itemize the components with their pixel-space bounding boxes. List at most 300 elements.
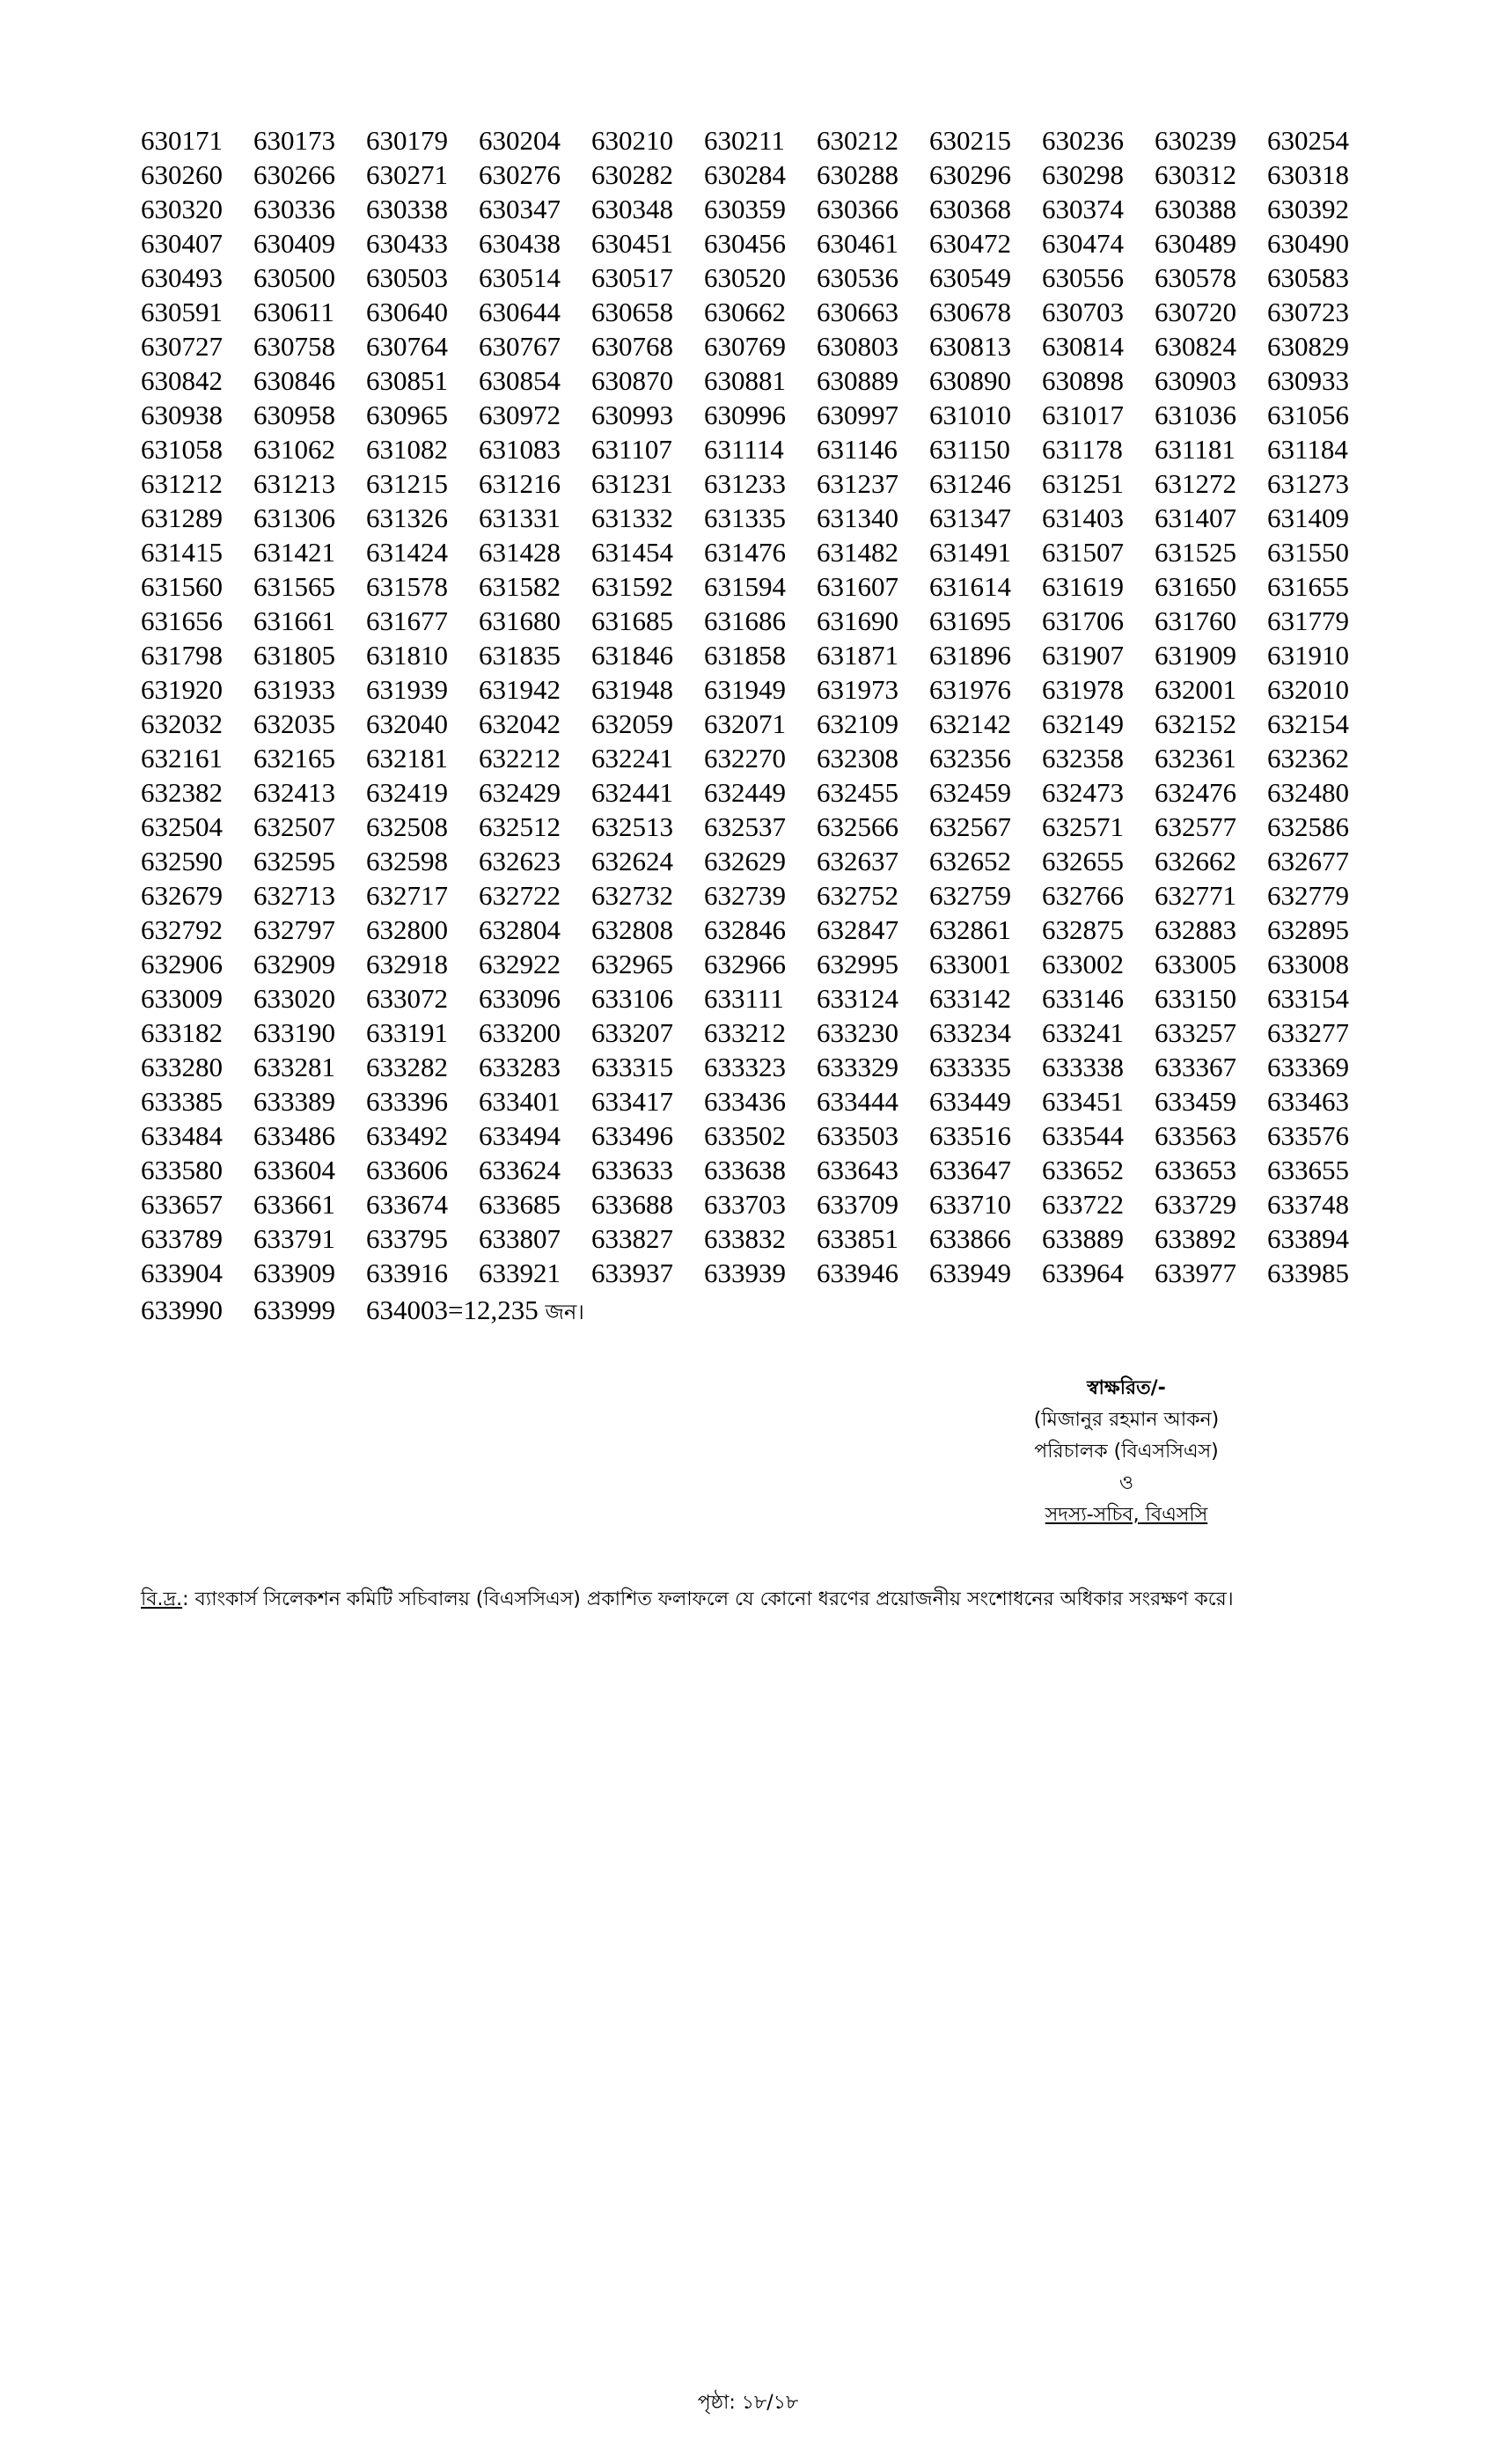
roll-number: 632413 <box>253 777 335 808</box>
final-roll-total: 634003=12,235 <box>366 1294 539 1325</box>
roll-number: 630764 <box>366 331 448 362</box>
roll-number: 631058 <box>141 434 223 465</box>
roll-number: 633492 <box>366 1120 448 1151</box>
roll-number-table-body <box>141 123 1364 1290</box>
note-text: : ব্যাংকার্স সিলেকশন কমিটি সচিবালয় (বিএসসিএস) প্রকাশিত ফলাফলে যে কোনো ধরণের প্রয়োজনীয় সংশোধনের অধিকার সংরক্ষণ করে। <box>182 1588 1234 1610</box>
roll-number: 633946 <box>817 1258 898 1288</box>
roll-number: 631415 <box>141 537 223 568</box>
roll-number: 632513 <box>591 811 673 842</box>
roll-number: 631695 <box>929 605 1011 636</box>
roll-number: 632792 <box>141 914 223 945</box>
roll-number: 633329 <box>817 1052 898 1082</box>
roll-number: 633241 <box>1042 1017 1124 1048</box>
roll-number: 633463 <box>1267 1086 1349 1117</box>
roll-number: 633999 <box>253 1294 335 1325</box>
roll-number: 632161 <box>141 743 223 774</box>
roll-number: 632473 <box>1042 777 1124 808</box>
roll-number: 632895 <box>1267 914 1349 945</box>
roll-row <box>141 981 1364 1016</box>
roll-number: 633807 <box>479 1223 561 1254</box>
roll-number: 630658 <box>591 297 673 327</box>
roll-number: 631661 <box>253 605 335 636</box>
roll-number: 633449 <box>929 1086 1011 1117</box>
roll-number: 633894 <box>1267 1223 1349 1254</box>
roll-number: 631482 <box>817 537 898 568</box>
roll-number: 633909 <box>253 1258 335 1288</box>
note-label: বি.দ্র. <box>141 1588 183 1610</box>
roll-number: 632537 <box>704 811 786 842</box>
roll-number: 631690 <box>817 605 898 636</box>
roll-number: 633182 <box>141 1017 223 1048</box>
roll-number: 630520 <box>704 262 786 293</box>
roll-number: 631476 <box>704 537 786 568</box>
roll-number: 633674 <box>366 1189 448 1220</box>
roll-number: 633904 <box>141 1258 223 1288</box>
roll-number: 633146 <box>1042 983 1124 1014</box>
roll-number: 630824 <box>1155 331 1236 362</box>
roll-number: 630662 <box>704 297 786 327</box>
roll-number: 631326 <box>366 502 448 533</box>
roll-number: 630271 <box>366 159 448 190</box>
roll-number: 633417 <box>591 1086 673 1117</box>
roll-number: 633709 <box>817 1189 898 1220</box>
roll-number: 633367 <box>1155 1052 1236 1082</box>
roll-number: 631331 <box>479 502 561 533</box>
roll-number: 633200 <box>479 1017 561 1048</box>
roll-number: 633624 <box>479 1155 561 1185</box>
roll-number: 631565 <box>253 571 335 602</box>
roll-row <box>141 466 1364 501</box>
roll-number: 630536 <box>817 262 898 293</box>
roll-number: 633001 <box>929 949 1011 979</box>
roll-row <box>141 741 1364 775</box>
roll-row <box>141 329 1364 363</box>
roll-number: 632476 <box>1155 777 1236 808</box>
roll-number: 633323 <box>704 1052 786 1082</box>
roll-number: 631942 <box>479 674 561 705</box>
roll-number: 633282 <box>366 1052 448 1082</box>
roll-row <box>141 947 1364 981</box>
roll-row <box>141 192 1364 226</box>
roll-number: 630359 <box>704 194 786 224</box>
roll-number: 633503 <box>817 1120 898 1151</box>
roll-row <box>141 158 1364 192</box>
roll-number: 630388 <box>1155 194 1236 224</box>
roll-number: 631560 <box>141 571 223 602</box>
roll-number: 633647 <box>929 1155 1011 1185</box>
roll-number: 631973 <box>817 674 898 705</box>
roll-number: 632566 <box>817 811 898 842</box>
roll-row <box>141 226 1364 260</box>
roll-number: 631491 <box>929 537 1011 568</box>
signatory-position: সদস্য-সচিব, বিএসসি <box>1045 1504 1208 1526</box>
roll-number: 633494 <box>479 1120 561 1151</box>
roll-number: 632629 <box>704 846 786 876</box>
roll-number: 630881 <box>704 365 786 396</box>
roll-number: 630407 <box>141 228 223 259</box>
roll-number: 630503 <box>366 262 448 293</box>
roll-number: 633257 <box>1155 1017 1236 1048</box>
roll-number: 633827 <box>591 1223 673 1254</box>
roll-row <box>141 1256 1364 1290</box>
roll-number: 630338 <box>366 194 448 224</box>
roll-number: 633008 <box>1267 949 1349 979</box>
roll-number: 633389 <box>253 1086 335 1117</box>
roll-number: 632308 <box>817 743 898 774</box>
roll-number: 633964 <box>1042 1258 1124 1288</box>
roll-number: 630179 <box>366 125 448 156</box>
roll-number: 633451 <box>1042 1086 1124 1117</box>
roll-number: 631614 <box>929 571 1011 602</box>
roll-number: 632722 <box>479 880 561 911</box>
roll-number: 630842 <box>141 365 223 396</box>
roll-number: 630266 <box>253 159 335 190</box>
roll-row <box>141 707 1364 741</box>
roll-number: 632152 <box>1155 708 1236 739</box>
roll-number: 631403 <box>1042 502 1124 533</box>
roll-number: 633234 <box>929 1017 1011 1048</box>
roll-number: 630758 <box>253 331 335 362</box>
roll-number: 631231 <box>591 468 673 499</box>
roll-number: 631656 <box>141 605 223 636</box>
roll-row <box>141 1153 1364 1187</box>
roll-number: 631650 <box>1155 571 1236 602</box>
roll-number: 630903 <box>1155 365 1236 396</box>
roll-number: 631655 <box>1267 571 1349 602</box>
roll-number: 630320 <box>141 194 223 224</box>
roll-row <box>141 123 1364 158</box>
roll-number: 633722 <box>1042 1189 1124 1220</box>
roll-number: 633191 <box>366 1017 448 1048</box>
roll-number: 631215 <box>366 468 448 499</box>
roll-row <box>141 398 1364 432</box>
roll-number: 633990 <box>141 1294 223 1325</box>
roll-number: 633889 <box>1042 1223 1124 1254</box>
roll-number: 633142 <box>929 983 1011 1014</box>
roll-number: 632449 <box>704 777 786 808</box>
roll-number: 633748 <box>1267 1189 1349 1220</box>
roll-number: 630890 <box>929 365 1011 396</box>
roll-number: 631083 <box>479 434 561 465</box>
roll-number: 630472 <box>929 228 1011 259</box>
roll-number: 630768 <box>591 331 673 362</box>
roll-number: 633486 <box>253 1120 335 1151</box>
roll-number: 632590 <box>141 846 223 876</box>
roll-number: 631619 <box>1042 571 1124 602</box>
roll-number: 633633 <box>591 1155 673 1185</box>
roll-number: 633604 <box>253 1155 335 1185</box>
roll-number: 631428 <box>479 537 561 568</box>
roll-number: 631507 <box>1042 537 1124 568</box>
roll-number: 632010 <box>1267 674 1349 705</box>
roll-number: 633606 <box>366 1155 448 1185</box>
roll-number: 632595 <box>253 846 335 876</box>
roll-number: 633106 <box>591 983 673 1014</box>
disclaimer-note <box>141 1584 1234 1617</box>
roll-number: 632766 <box>1042 880 1124 911</box>
roll-number: 631933 <box>253 674 335 705</box>
roll-number: 631454 <box>591 537 673 568</box>
roll-number: 631409 <box>1267 502 1349 533</box>
roll-number: 633111 <box>704 983 784 1014</box>
roll-number: 632429 <box>479 777 561 808</box>
roll-number: 631306 <box>253 502 335 533</box>
roll-number: 633385 <box>141 1086 223 1117</box>
roll-number: 632241 <box>591 743 673 774</box>
roll-number: 632771 <box>1155 880 1236 911</box>
roll-number: 633096 <box>479 983 561 1014</box>
roll-row <box>141 1221 1364 1256</box>
roll-row <box>141 432 1364 466</box>
roll-number: 630276 <box>479 159 561 190</box>
roll-number: 630720 <box>1155 297 1236 327</box>
roll-number: 630889 <box>817 365 898 396</box>
roll-number: 632504 <box>141 811 223 842</box>
signatory-name: (মিজানুর রহমান আকন) <box>1033 1409 1220 1431</box>
unit-label: জন। <box>545 1300 584 1324</box>
roll-number: 632358 <box>1042 743 1124 774</box>
roll-number: 632922 <box>479 949 561 979</box>
roll-number: 632875 <box>1042 914 1124 945</box>
roll-number: 632071 <box>704 708 786 739</box>
roll-row <box>141 569 1364 604</box>
roll-number: 630215 <box>929 125 1011 156</box>
roll-number: 633653 <box>1155 1155 1236 1185</box>
roll-number: 633921 <box>479 1258 561 1288</box>
roll-number: 632382 <box>141 777 223 808</box>
roll-number: 630996 <box>704 400 786 430</box>
roll-number: 632713 <box>253 880 335 911</box>
roll-number: 630348 <box>591 194 673 224</box>
roll-number: 632804 <box>479 914 561 945</box>
roll-number: 633396 <box>366 1086 448 1117</box>
roll-row <box>141 1187 1364 1221</box>
roll-number: 631082 <box>366 434 448 465</box>
roll-number: 633937 <box>591 1258 673 1288</box>
roll-number: 633005 <box>1155 949 1236 979</box>
roll-number: 633580 <box>141 1155 223 1185</box>
roll-number: 633444 <box>817 1086 898 1117</box>
roll-number: 630173 <box>253 125 335 156</box>
roll-number: 631421 <box>253 537 335 568</box>
roll-number: 630260 <box>141 159 223 190</box>
roll-number: 632212 <box>479 743 561 774</box>
roll-number: 633851 <box>817 1223 898 1254</box>
roll-number: 631272 <box>1155 468 1236 499</box>
roll-number: 632361 <box>1155 743 1236 774</box>
roll-number: 633150 <box>1155 983 1236 1014</box>
roll-number: 631216 <box>479 468 561 499</box>
roll-number: 632586 <box>1267 811 1349 842</box>
roll-number: 630212 <box>817 125 898 156</box>
roll-number: 630591 <box>141 297 223 327</box>
roll-number: 630997 <box>817 400 898 430</box>
roll-number: 631212 <box>141 468 223 499</box>
roll-number: 632507 <box>253 811 335 842</box>
roll-number: 632154 <box>1267 708 1349 739</box>
roll-number: 631181 <box>1155 434 1236 465</box>
roll-number: 632040 <box>366 708 448 739</box>
roll-number: 633791 <box>253 1223 335 1254</box>
roll-number: 630814 <box>1042 331 1124 362</box>
roll-number: 632042 <box>479 708 561 739</box>
conjunction-text: ও <box>1118 1472 1134 1494</box>
final-roll-line <box>141 1293 584 1330</box>
roll-number: 630611 <box>253 297 334 327</box>
roll-number: 632441 <box>591 777 673 808</box>
roll-number: 631677 <box>366 605 448 636</box>
roll-number: 630933 <box>1267 365 1349 396</box>
roll-number: 633020 <box>253 983 335 1014</box>
roll-number: 633710 <box>929 1189 1011 1220</box>
roll-number: 633207 <box>591 1017 673 1048</box>
roll-number: 632059 <box>591 708 673 739</box>
roll-number: 630549 <box>929 262 1011 293</box>
roll-number: 631146 <box>817 434 898 465</box>
roll-number: 631978 <box>1042 674 1124 705</box>
roll-number: 633436 <box>704 1086 786 1117</box>
roll-number: 633281 <box>253 1052 335 1082</box>
roll-number: 631184 <box>1267 434 1348 465</box>
roll-row <box>141 672 1364 707</box>
roll-number: 633703 <box>704 1189 786 1220</box>
roll-number: 632918 <box>366 949 448 979</box>
roll-number: 631347 <box>929 502 1011 533</box>
roll-number: 633789 <box>141 1223 223 1254</box>
roll-number: 633072 <box>366 983 448 1014</box>
roll-number: 633212 <box>704 1017 786 1048</box>
roll-number: 630374 <box>1042 194 1124 224</box>
roll-number: 633977 <box>1155 1258 1236 1288</box>
roll-number: 631871 <box>817 640 898 671</box>
roll-number: 632739 <box>704 880 786 911</box>
roll-number: 631213 <box>253 468 335 499</box>
roll-number: 633866 <box>929 1223 1011 1254</box>
roll-number: 632717 <box>366 880 448 911</box>
roll-number: 630236 <box>1042 125 1124 156</box>
roll-number: 630210 <box>591 125 673 156</box>
roll-number: 632995 <box>817 949 898 979</box>
roll-number: 632759 <box>929 880 1011 911</box>
roll-number: 631846 <box>591 640 673 671</box>
roll-number: 632637 <box>817 846 898 876</box>
roll-number: 630254 <box>1267 125 1349 156</box>
roll-number: 633002 <box>1042 949 1124 979</box>
roll-number: 632567 <box>929 811 1011 842</box>
roll-number: 633688 <box>591 1189 673 1220</box>
roll-number: 630409 <box>253 228 335 259</box>
roll-number: 633009 <box>141 983 223 1014</box>
roll-number: 630366 <box>817 194 898 224</box>
roll-number: 630284 <box>704 159 786 190</box>
roll-number: 631858 <box>704 640 786 671</box>
roll-number: 630846 <box>253 365 335 396</box>
roll-number: 630854 <box>479 365 561 396</box>
roll-number: 631798 <box>141 640 223 671</box>
roll-row <box>141 638 1364 672</box>
roll-number: 632846 <box>704 914 786 945</box>
roll-number: 632181 <box>366 743 448 774</box>
roll-number: 633892 <box>1155 1223 1236 1254</box>
roll-row <box>141 535 1364 569</box>
roll-number: 630239 <box>1155 125 1236 156</box>
roll-number: 633315 <box>591 1052 673 1082</box>
roll-number: 630767 <box>479 331 561 362</box>
roll-number: 632598 <box>366 846 448 876</box>
roll-number: 630993 <box>591 400 673 430</box>
page-number: পৃষ্ঠা: ১৮/১৮ <box>697 2392 799 2414</box>
roll-number: 631948 <box>591 674 673 705</box>
roll-number: 630211 <box>704 125 785 156</box>
roll-number: 630578 <box>1155 262 1236 293</box>
roll-row <box>141 501 1364 535</box>
roll-number: 632677 <box>1267 846 1349 876</box>
roll-number: 631150 <box>929 434 1010 465</box>
roll-number: 633985 <box>1267 1258 1349 1288</box>
roll-number: 633338 <box>1042 1052 1124 1082</box>
roll-number: 632966 <box>704 949 786 979</box>
roll-number: 632032 <box>141 708 223 739</box>
roll-number: 631251 <box>1042 468 1124 499</box>
roll-number: 631910 <box>1267 640 1349 671</box>
roll-number: 630312 <box>1155 159 1236 190</box>
roll-number: 633729 <box>1155 1189 1236 1220</box>
roll-number: 631706 <box>1042 605 1124 636</box>
roll-number: 632512 <box>479 811 561 842</box>
roll-number: 631246 <box>929 468 1011 499</box>
roll-number: 630813 <box>929 331 1011 362</box>
roll-number: 630474 <box>1042 228 1124 259</box>
roll-number: 631805 <box>253 640 335 671</box>
roll-number: 631107 <box>591 434 672 465</box>
roll-number: 633576 <box>1267 1120 1349 1151</box>
roll-number: 632035 <box>253 708 335 739</box>
roll-number: 633124 <box>817 983 898 1014</box>
roll-number: 631760 <box>1155 605 1236 636</box>
roll-number: 633657 <box>141 1189 223 1220</box>
roll-number: 633496 <box>591 1120 673 1151</box>
roll-row <box>141 810 1364 844</box>
roll-number: 630288 <box>817 159 898 190</box>
roll-number: 630500 <box>253 262 335 293</box>
roll-number: 631332 <box>591 502 673 533</box>
roll-number: 631289 <box>141 502 223 533</box>
roll-number: 631907 <box>1042 640 1124 671</box>
roll-number: 632909 <box>253 949 335 979</box>
roll-number: 633516 <box>929 1120 1011 1151</box>
roll-number: 632883 <box>1155 914 1236 945</box>
roll-number: 631686 <box>704 605 786 636</box>
roll-number: 633939 <box>704 1258 786 1288</box>
roll-number: 633154 <box>1267 983 1349 1014</box>
roll-number: 632455 <box>817 777 898 808</box>
roll-number: 630298 <box>1042 159 1124 190</box>
roll-number: 630296 <box>929 159 1011 190</box>
roll-number: 631178 <box>1042 434 1123 465</box>
roll-number: 632624 <box>591 846 673 876</box>
roll-number: 631835 <box>479 640 561 671</box>
roll-number: 633502 <box>704 1120 786 1151</box>
roll-number: 633949 <box>929 1258 1011 1288</box>
roll-number: 632779 <box>1267 880 1349 911</box>
roll-number: 630318 <box>1267 159 1349 190</box>
roll-number: 633459 <box>1155 1086 1236 1117</box>
roll-number: 631909 <box>1155 640 1236 671</box>
roll-number: 631233 <box>704 468 786 499</box>
roll-number: 630870 <box>591 365 673 396</box>
roll-number: 630489 <box>1155 228 1236 259</box>
roll-number: 632459 <box>929 777 1011 808</box>
